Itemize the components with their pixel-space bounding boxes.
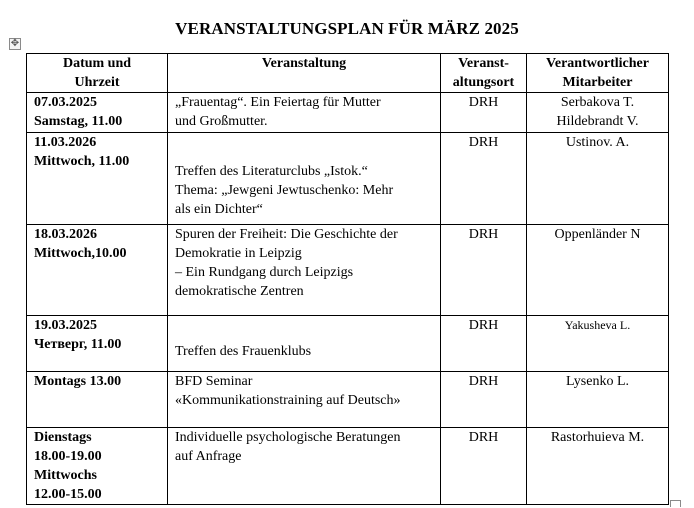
date-cell [27,316,168,372]
place-cell: DRH [441,133,527,225]
event-line: als ein Dichter“ [175,202,263,217]
event-cell [168,372,441,428]
date-line: Montags 13.00 [34,374,122,389]
event-cell [168,133,441,225]
staff-cell [527,372,669,428]
date-line: Mittwoch,10.00 [34,246,127,261]
event-line: auf Anfrage [175,449,242,464]
date-line: 07.03.2025 [34,95,97,110]
header-event-label: Veranstaltung [261,56,347,71]
staff-cell [527,428,669,505]
staff-line: Serbakova T. [560,95,635,110]
staff-cell [527,316,669,372]
date-cell [27,225,168,316]
staff-line: Hildebrandt V. [556,114,639,129]
event-plan-table [26,53,669,505]
staff-line: Lysenko L. [566,374,629,389]
table-row [27,133,669,225]
date-cell [27,372,168,428]
event-block [175,133,433,219]
document-title: VERANSTALTUNGSPLAN FÜR MÄRZ 2025 [175,19,519,38]
event-cell [168,428,441,505]
staff-line: Ustinov. A. [565,135,630,150]
event-line: Individuelle psychologische Beratungen [175,430,401,445]
date-line: 12.00-15.00 [34,487,102,502]
event-line: und Großmutter. [175,114,268,129]
staff-line: Rastorhuieva M. [550,430,645,445]
date-cell [27,93,168,133]
event-line: Spuren der Freiheit: Die Geschichte der [175,227,398,242]
place-cell: DRH [441,428,527,505]
date-line: 18.03.2026 [34,227,97,242]
header-event [168,54,441,93]
header-row [27,54,669,93]
table-row [27,225,669,316]
header-date-line: Uhrzeit [74,75,120,90]
date-line: 19.03.2025 [34,318,97,333]
place-cell: DRH [441,316,527,372]
date-line: 11.03.2026 [34,135,97,150]
place-cell: DRH [441,93,527,133]
place-cell: DRH [441,225,527,316]
event-line: „Frauentag“. Ein Feiertag für Mutter [175,95,381,110]
date-line: Mittwoch, 11.00 [34,154,130,169]
table-resize-handle[interactable] [670,500,681,507]
event-line: BFD Seminar [175,374,253,389]
event-line: Treffen des Frauenklubs [175,344,312,359]
header-place-line: altungsort [452,75,515,90]
event-cell [168,225,441,316]
header-staff-line: Mitarbeiter [562,75,633,90]
date-line: Dienstags [34,430,92,445]
date-cell [27,428,168,505]
header-date [27,54,168,93]
staff-cell [527,93,669,133]
date-line: Mittwochs [34,468,97,483]
table-row [27,372,669,428]
staff-line: Oppenländer N [554,227,641,242]
header-staff-line: Verantwortlicher [546,56,649,71]
event-line: Demokratie in Leipzig [175,246,302,261]
event-line: «Kommunikationstraining auf Deutsch» [175,393,401,408]
table-row [27,316,669,372]
staff-line: Yakusheva L. [564,318,631,332]
event-cell [168,316,441,372]
event-line: – Ein Rundgang durch Leipzigs [175,265,354,280]
header-staff [527,54,669,93]
header-place [441,54,527,93]
event-block [175,316,433,361]
event-line: Thema: „Jewgeni Jewtuschenko: Mehr [175,183,394,198]
staff-cell [527,225,669,316]
event-line: Treffen des Literaturclubs „Istok.“ [175,164,368,179]
table-move-handle-icon[interactable]: ✥ [10,38,20,49]
table-row [27,428,669,505]
date-line: 18.00-19.00 [34,449,102,464]
date-cell [27,133,168,225]
header-date-line: Datum und [62,56,132,71]
event-line: demokratische Zentren [175,284,304,299]
table-row [27,93,669,133]
date-line: Samstag, 11.00 [34,114,123,129]
header-place-line: Veranst- [458,56,509,71]
place-cell: DRH [441,372,527,428]
date-line: Четверг, 11.00 [34,337,122,352]
event-cell [168,93,441,133]
staff-cell [527,133,669,225]
